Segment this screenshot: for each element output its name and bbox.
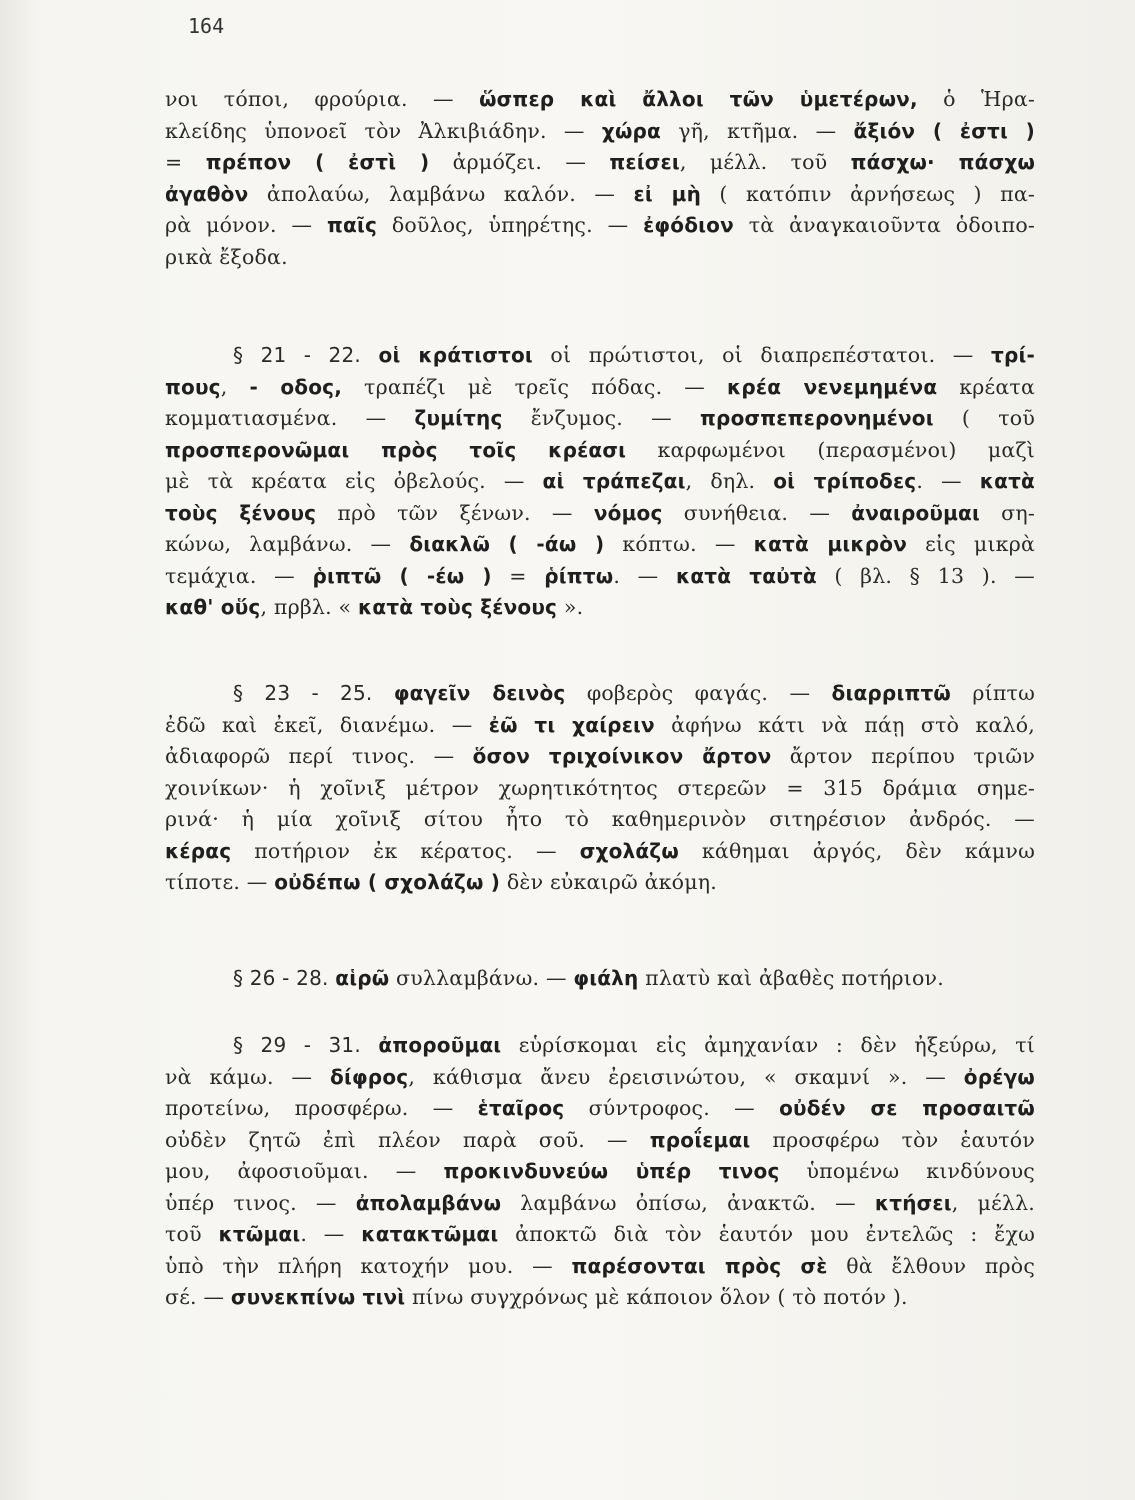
gloss-text: . —	[613, 563, 676, 588]
gloss-text: ἀπολαύω, λαμβάνω καλόν. —	[248, 181, 634, 206]
headword: ἀγαθὸν	[165, 181, 249, 206]
text-line	[165, 678, 1035, 710]
text-line	[165, 1125, 1035, 1157]
gloss-text: κάθημαι ἀργός, δὲν κάμνω	[678, 838, 1036, 863]
headword: χώρα	[601, 118, 661, 143]
gloss-text: ἐδῶ καὶ ἐκεῖ, διανέμω. —	[165, 712, 489, 737]
gloss-text: θὰ ἔλθουν πρὸς	[827, 1253, 1035, 1278]
gloss-text	[361, 1033, 379, 1057]
headword: πρέπον ( ἐστὶ )	[205, 150, 430, 174]
headword: τρί-	[991, 343, 1036, 367]
text-line	[165, 561, 1035, 593]
gloss-text: ».	[557, 595, 584, 619]
text-line	[165, 1093, 1035, 1125]
gloss-text: μὲ τὰ κρέατα εἰς ὀβελούς. —	[165, 469, 543, 493]
text-line	[165, 1062, 1035, 1094]
gloss-text: ( κατόπιν ἀρνήσεως ) πα-	[701, 181, 1035, 206]
headword: προσπερονῶμαι πρὸς τοῖς κρέασι	[165, 437, 627, 462]
text-line	[165, 116, 1035, 148]
headword: προΐεμαι	[649, 1127, 751, 1152]
headword: ὀρέγω	[963, 1064, 1035, 1089]
headword: ῥίπτω	[544, 563, 614, 588]
text-line	[165, 963, 1035, 995]
headword: ζυμίτης	[414, 406, 503, 430]
glossary-paragraph	[165, 340, 1035, 624]
gloss-text: κώνω, λαμβάνω. —	[165, 532, 410, 556]
text-line	[165, 179, 1035, 211]
gloss-text: εὑρίσκομαι εἰς ἀμηχανίαν : δὲν ἠξεύρω, τί	[501, 1033, 1036, 1057]
headword: κατακτῶμαι	[361, 1222, 499, 1246]
headword: ῥιπτῶ ( -έω )	[312, 563, 492, 588]
gloss-text: κομματιασμένα. —	[165, 406, 415, 430]
text-line	[165, 804, 1035, 836]
gloss-text: τοῦ	[165, 1222, 219, 1246]
headword: σχολάζω	[579, 838, 679, 863]
headword: - οδος,	[249, 374, 343, 399]
headword: πους	[165, 374, 221, 399]
gloss-text: λαμβάνω ὀπίσω, ἀνακτῶ. —	[501, 1190, 875, 1215]
headword: οὐδέν σε προσαιτῶ	[779, 1096, 1035, 1120]
text-line	[165, 84, 1035, 116]
gloss-text: πίνω συγχρόνως μὲ κάποιον ὅλον ( τὸ ποτόν ).	[405, 1285, 908, 1309]
gloss-text: χοινίκων· ἡ χοῖνιξ μέτρον χωρητικότητος στερεῶν = 315 δράμια σημε-	[165, 775, 1035, 800]
gloss-text: ἀδιαφορῶ περί τινος. —	[165, 744, 473, 768]
headword: ὥσπερ καὶ ἄλλοι τῶν ὑμετέρων,	[479, 87, 918, 111]
gloss-text: συλλαμβάνω. —	[389, 966, 574, 990]
gloss-text: ( βλ. § 13 ). —	[816, 563, 1035, 588]
headword: οἱ κράτιστοι	[378, 343, 533, 367]
gloss-text: σύντροφος. —	[564, 1096, 780, 1120]
text-line	[165, 1219, 1035, 1251]
headword: ἐφόδιον	[643, 213, 734, 237]
headword: προκινδυνεύω ὑπέρ τινος	[443, 1159, 780, 1183]
gloss-text: , μέλλ.	[951, 1190, 1035, 1215]
gloss-text: =	[491, 563, 545, 588]
gloss-text: τεμάχια. —	[165, 563, 313, 588]
section-ref: § 23 - 25.	[233, 681, 373, 705]
gloss-text: . —	[916, 469, 980, 493]
glossary-paragraph	[165, 1030, 1035, 1314]
headword: πείσει	[609, 150, 680, 174]
gloss-text: μου, ἀφοσιοῦμαι. —	[165, 1159, 444, 1183]
text-line	[165, 403, 1035, 435]
text-line	[165, 372, 1035, 404]
gloss-text: πλατὺ καὶ ἀβαθὲς ποτήριον.	[638, 966, 944, 990]
headword: οἱ τρίποδες	[773, 469, 917, 493]
headword: παρέσονται πρὸς σὲ	[571, 1253, 828, 1278]
text-line	[165, 773, 1035, 805]
gloss-text: , πρβλ. «	[260, 595, 358, 619]
headword: ἑταῖρος	[477, 1096, 565, 1120]
gloss-text: . —	[300, 1222, 362, 1246]
section-ref: § 21 - 22.	[233, 343, 361, 367]
text-line	[165, 1156, 1035, 1188]
gloss-text: φοβερὸς φαγάς. —	[565, 681, 832, 705]
gloss-text: ὑπὸ τὴν πλήρη κατοχήν μου. —	[165, 1253, 572, 1278]
headword: ἀναιροῦμαι	[851, 500, 980, 525]
headword: αἱρῶ	[335, 966, 390, 990]
gloss-text: οὐδὲν ζητῶ ἐπὶ πλέον παρὰ σοῦ. —	[165, 1127, 650, 1152]
gloss-text: ἔνζυμος. —	[502, 406, 701, 430]
gloss-text: ποτήριον ἐκ κέρατος. —	[231, 838, 580, 863]
headword: κατὰ	[979, 469, 1035, 493]
text-line	[165, 210, 1035, 242]
headword: οὐδέπω ( σχολάζω )	[274, 870, 501, 894]
headword: πάσχω· πάσχω	[850, 150, 1036, 174]
headword: ἀποροῦμαι	[378, 1033, 502, 1057]
gloss-text: πρὸ τῶν ξένων. —	[316, 500, 594, 525]
gloss-text: =	[165, 150, 206, 174]
text-line	[165, 1251, 1035, 1283]
headword: διακλῶ ( -άω )	[409, 532, 605, 556]
headword: κατὰ ταὐτὰ	[675, 563, 817, 588]
gloss-text: καρφωμένοι (περασμένοι) μαζὶ	[626, 437, 1035, 462]
gloss-text: δὲν εὐκαιρῶ ἀκόμη.	[500, 870, 717, 894]
headword: κέρας	[165, 838, 232, 863]
headword: φαγεῖν δεινὸς	[393, 681, 566, 705]
text-line	[165, 435, 1035, 467]
gloss-text: ὑπέρ τινος. —	[165, 1190, 356, 1215]
gloss-text: τίποτε. —	[165, 870, 275, 894]
gloss-text: ἀποκτῶ διὰ τὸν ἑαυτόν μου ἐντελῶς : ἔχω	[498, 1222, 1035, 1246]
gloss-text: ρικὰ ἔξοδα.	[165, 244, 288, 269]
gloss-text: οἱ πρώτιστοι, οἱ διαπρεπέστατοι. —	[532, 343, 992, 367]
text-line	[165, 741, 1035, 773]
text-line	[165, 147, 1035, 179]
headword: ἄξιόν ( ἐστι )	[853, 118, 1035, 143]
text-line	[165, 867, 1035, 899]
text-line	[165, 1188, 1035, 1220]
gloss-text: ( τοῦ	[933, 406, 1035, 430]
gloss-text: ἁρμόζει. —	[429, 150, 610, 174]
headword: αἱ τράπεζαι	[542, 469, 686, 493]
headword: συνεκπίνω τινὶ	[230, 1285, 406, 1309]
headword: κτήσει	[874, 1190, 952, 1215]
gloss-text: , κάθισμα ἄνευ ἐρεισινώτου, « σκαμνί ». —	[408, 1064, 964, 1089]
gloss-text: κρέατα	[937, 374, 1035, 399]
headword: δίφρος	[330, 1064, 409, 1089]
gloss-text: , μέλλ. τοῦ	[679, 150, 851, 174]
gloss-text: προτείνω, προσφέρω. —	[165, 1096, 478, 1120]
headword: καθ' οὕς	[165, 595, 261, 619]
headword: ἐῶ τι χαίρειν	[488, 712, 655, 737]
gloss-text: κόπτω. —	[604, 532, 754, 556]
glossary-paragraph	[165, 963, 1035, 995]
gloss-text: ὑπομένω κινδύνους	[779, 1159, 1035, 1183]
text-line	[165, 340, 1035, 372]
gloss-text: νὰ κάμω. —	[165, 1064, 331, 1089]
gloss-text: συνήθεια. —	[662, 500, 852, 525]
gloss-text: προσφέρω τὸν ἑαυτόν	[750, 1127, 1036, 1152]
text-line	[165, 498, 1035, 530]
headword: κατὰ μικρὸν	[753, 532, 908, 556]
headword: διαρριπτῶ	[831, 681, 952, 705]
gloss-text: ρὰ μόνον. —	[165, 213, 328, 237]
gloss-text: ἄρτον περίπου τριῶν	[771, 744, 1036, 768]
gloss-text: τραπέζι μὲ τρεῖς πόδας. —	[342, 374, 727, 399]
text-line	[165, 710, 1035, 742]
gloss-text: , δηλ.	[685, 469, 774, 493]
gloss-text: ἀφήνω κάτι νὰ πάῃ στὸ καλό,	[654, 712, 1035, 737]
text-line	[165, 1282, 1035, 1314]
gloss-text: σέ. —	[165, 1285, 231, 1309]
headword: παῖς	[327, 213, 378, 237]
gloss-text: ση-	[979, 500, 1035, 525]
headword: εἰ μὴ	[633, 181, 702, 206]
headword: κρέα νενεμημένα	[726, 374, 938, 399]
headword: ὅσον τριχοίνικον ἄρτον	[472, 744, 772, 768]
gloss-text: ρίπτω	[951, 681, 1035, 705]
gloss-text	[361, 343, 379, 367]
text-line	[165, 466, 1035, 498]
gloss-text: γῆ, κτῆμα. —	[660, 118, 854, 143]
gloss-text: τὰ ἀναγκαιοῦντα ὁδοιπο-	[733, 213, 1036, 237]
gloss-text: ὁ Ἡρα-	[917, 87, 1035, 111]
gloss-text: κλείδης ὑπονοεῖ τὸν Ἀλκιβιάδην. —	[165, 118, 602, 143]
section-ref: § 26 - 28.	[233, 966, 329, 990]
headword: προσπεπερονημένοι	[700, 406, 934, 430]
glossary-paragraph	[165, 678, 1035, 899]
gloss-text: ρινά· ἡ μία χοῖνιξ σίτου ἦτο τὸ καθημερινὸν σιτηρέσιον ἀνδρός. —	[165, 807, 1035, 831]
gloss-text	[372, 681, 393, 705]
gloss-text: εἰς μικρὰ	[907, 532, 1035, 556]
headword: κατὰ τοὺς ξένους	[357, 595, 558, 619]
text-line	[165, 1030, 1035, 1062]
text-line	[165, 242, 1035, 274]
headword: φιάλη	[573, 966, 639, 990]
text-line	[165, 592, 1035, 624]
headword: κτῶμαι	[218, 1222, 301, 1246]
page-number: 164	[188, 14, 225, 38]
headword: νόμος	[593, 500, 663, 525]
gloss-text: νοι τόποι, φρούρια. —	[165, 87, 480, 111]
glossary-paragraph	[165, 84, 1035, 273]
headword: τοὺς ξένους	[165, 500, 317, 525]
section-ref: § 29 - 31.	[233, 1033, 361, 1057]
headword: ἀπολαμβάνω	[355, 1190, 502, 1215]
text-line	[165, 836, 1035, 868]
gloss-text: ,	[220, 374, 250, 399]
text-line	[165, 529, 1035, 561]
gloss-text: δοῦλος, ὑπηρέτης. —	[377, 213, 644, 237]
